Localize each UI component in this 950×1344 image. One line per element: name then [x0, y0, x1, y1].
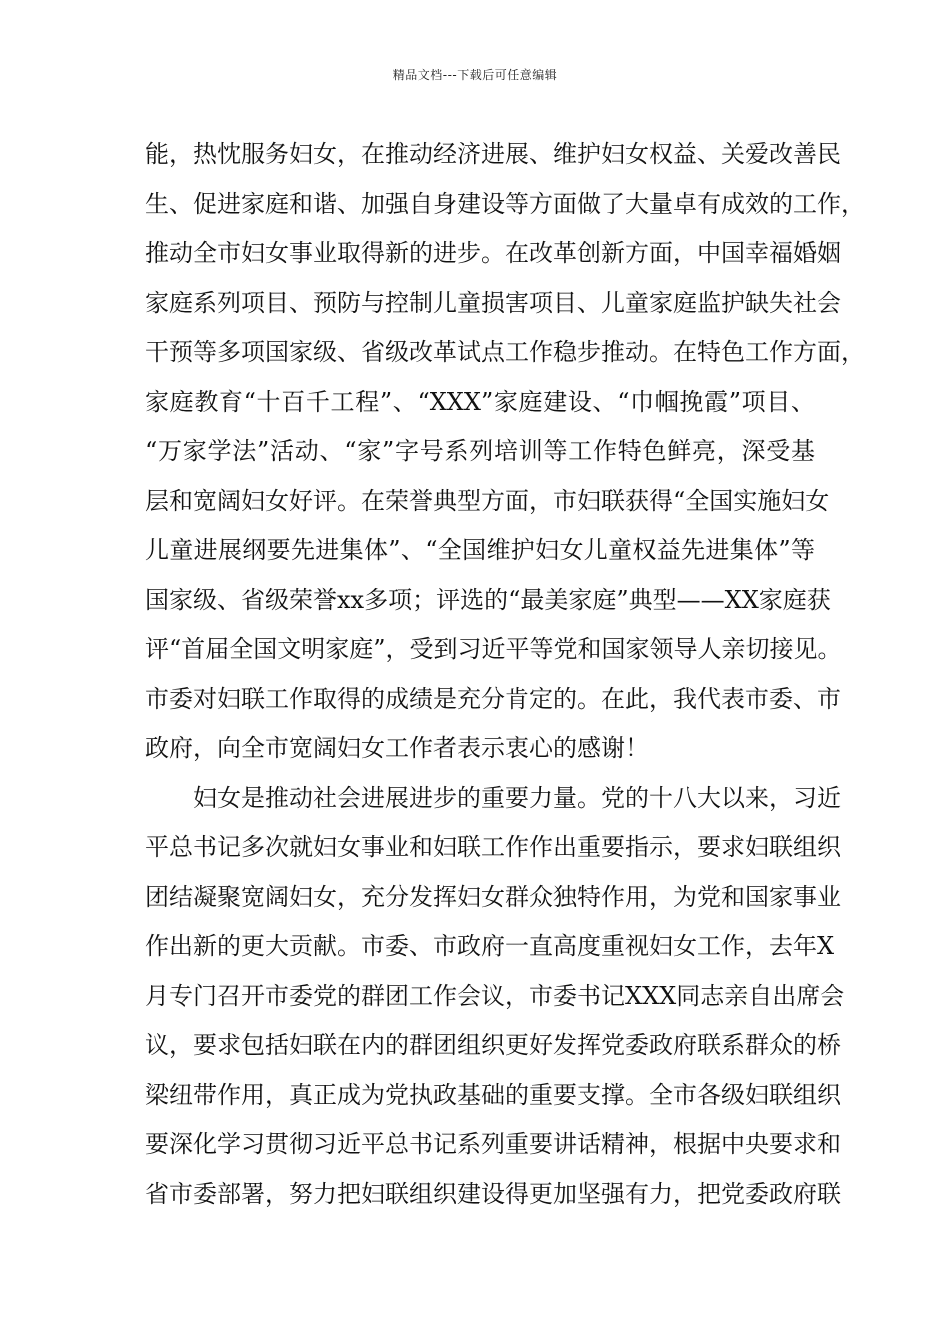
paragraph	[145, 774, 845, 1220]
text-line: 儿童进展纲要先进集体”、“全国维护妇女儿童权益先进集体”等	[145, 536, 815, 564]
text-line: 推动全市妇女事业取得新的进步。在改革创新方面，中国幸福婚姻	[145, 239, 841, 267]
text-line: 作出新的更大贡献。市委、市政府一直高度重视妇女工作，去年X	[145, 932, 835, 960]
text-line: 国家级、省级荣誉xx多项；评选的“最美家庭”典型——XX家庭获	[145, 585, 831, 614]
page-header: 精品文档---下载后可任意编辑	[392, 68, 558, 82]
text-line: “万家学法”活动、“家”字号系列培训等工作特色鲜亮，深受基	[145, 437, 815, 465]
text-line: 家庭系列项目、预防与控制儿童损害项目、儿童家庭监护缺失社会	[145, 288, 841, 317]
document-body	[145, 130, 865, 1219]
text-line: 省市委部署，努力把妇联组织建设得更加坚强有力，把党委政府联	[145, 1179, 841, 1208]
paragraph	[145, 130, 865, 774]
text-line: 妇女是推动社会进展进步的重要力量。党的十八大以来，习近	[193, 783, 841, 812]
text-line: 团结凝聚宽阔妇女，充分发挥妇女群众独特作用，为党和国家事业	[145, 882, 841, 911]
text-line: 梁纽带作用，真正成为党执政基础的重要支撑。全市各级妇联组织	[145, 1080, 841, 1109]
text-line: 生、促进家庭和谐、加强自身建设等方面做了大量卓有成效的工作，	[145, 189, 865, 218]
text-line: 议，要求包括妇联在内的群团组织更好发挥党委政府联系群众的桥	[145, 1031, 841, 1059]
text-line: 能，热忱服务妇女，在推动经济进展、维护妇女权益、关爱改善民	[145, 140, 841, 168]
text-line: 平总书记多次就妇女事业和妇联工作作出重要指示，要求妇联组织	[145, 833, 841, 861]
text-line: 干预等多项国家级、省级改革试点工作稳步推动。在特色工作方面，	[145, 338, 865, 366]
text-line: 市委对妇联工作取得的成绩是充分肯定的。在此，我代表市委、市	[145, 684, 841, 713]
text-line: 层和宽阔妇女好评。在荣誉典型方面，市妇联获得“全国实施妇女	[145, 486, 830, 515]
text-line: 评“首届全国文明家庭”，受到习近平等党和国家领导人亲切接见。	[145, 635, 842, 663]
text-line: 政府，向全市宽阔妇女工作者表示衷心的感谢！	[145, 734, 649, 762]
text-line: 月专门召开市委党的群团工作会议，市委书记XXX同志亲自出席会	[145, 981, 845, 1010]
text-line: 家庭教育“十百千工程”、“XXX”家庭建设、“巾帼挽霞”项目、	[145, 387, 815, 416]
text-line: 要深化学习贯彻习近平总书记系列重要讲话精神，根据中央要求和	[145, 1130, 841, 1158]
